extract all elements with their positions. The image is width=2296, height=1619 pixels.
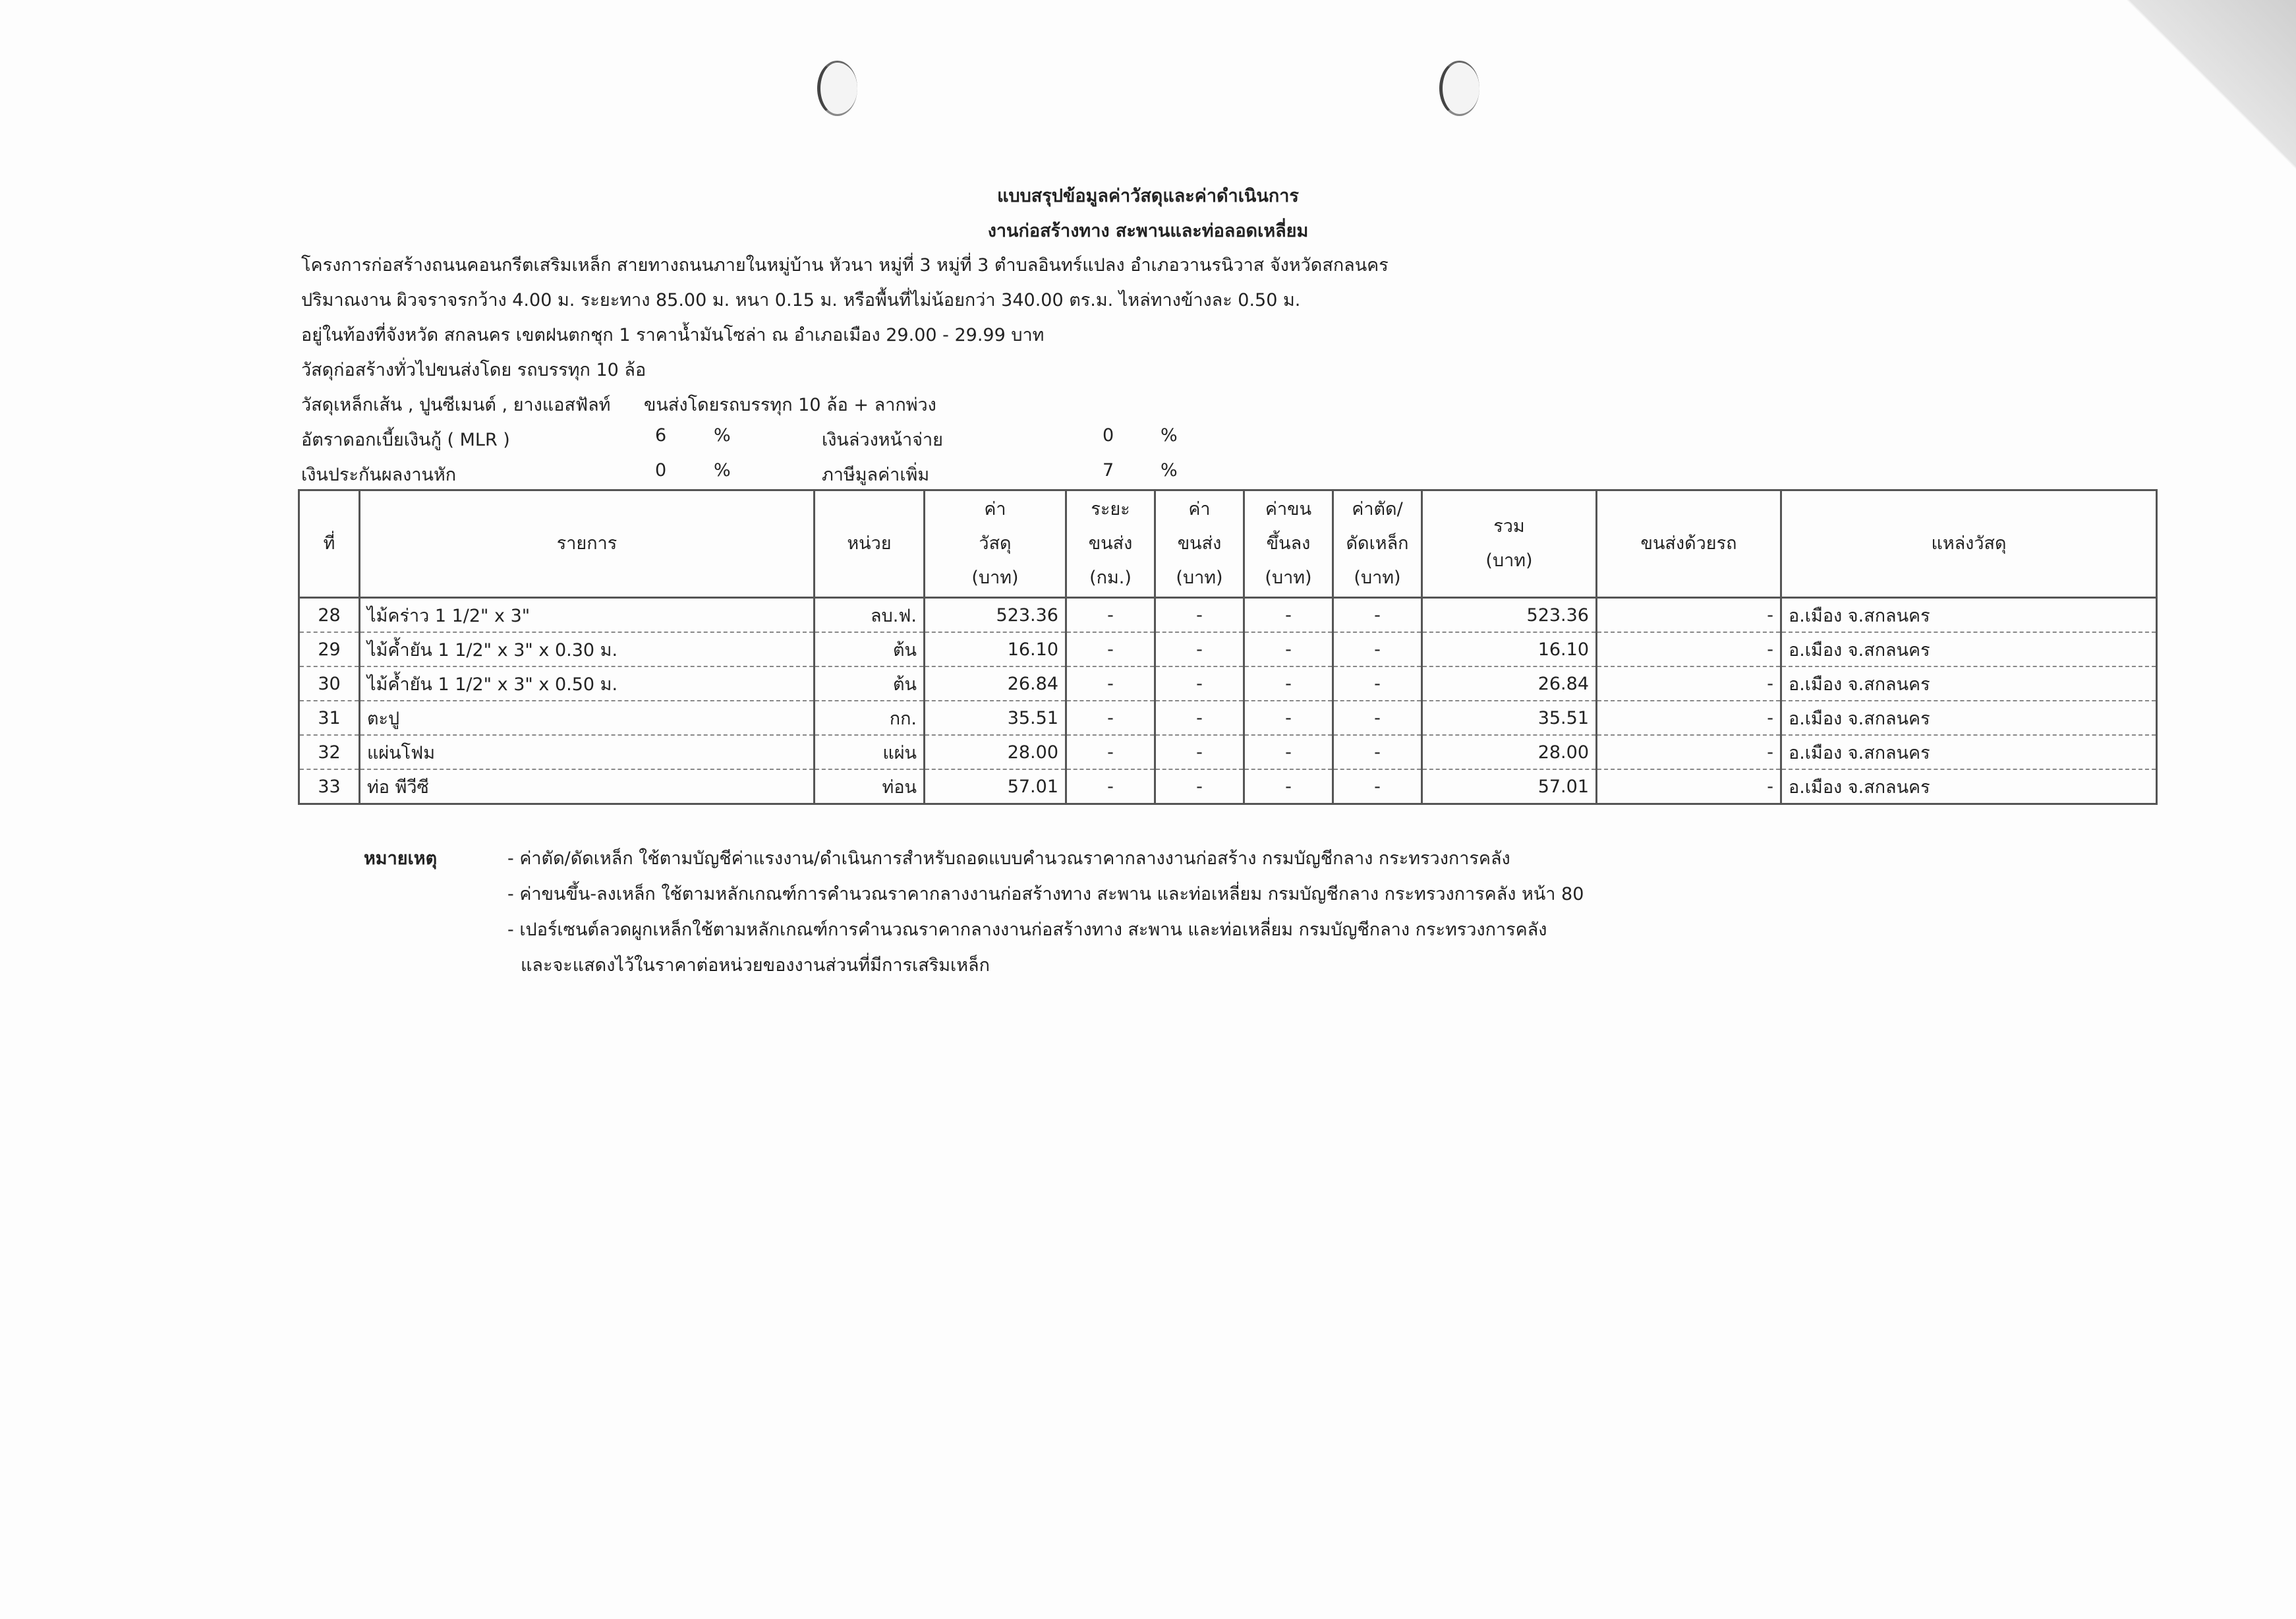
cell-total: 28.00 <box>1422 735 1597 769</box>
cell-unit: ลบ.ฟ. <box>815 598 925 633</box>
quantity-line: ปริมาณงาน ผิวจราจรกว้าง 4.00 ม. ระยะทาง 85.00 ม. หนา 0.15 ม. หรือพื้นที่ไม่น้อยกว่า 340.00 ตร.ม. ไหล่ทางข้างละ 0.50 ม. <box>301 290 1301 310</box>
table-body <box>299 598 2157 804</box>
cell-vehicle: - <box>1597 666 1781 701</box>
cell-transport: - <box>1155 632 1244 666</box>
table-row <box>299 769 2157 804</box>
cell-transport: - <box>1155 598 1244 633</box>
cell-material: 26.84 <box>925 666 1066 701</box>
mlr-unit: % <box>714 425 731 446</box>
vat-value: 7 <box>1103 460 1114 481</box>
cell-total: 57.01 <box>1422 769 1597 804</box>
cell-distance: - <box>1066 769 1155 804</box>
cell-vehicle: - <box>1597 598 1781 633</box>
cell-item: แผ่นโฟม <box>360 735 815 769</box>
steel-transport-label: วัสดุเหล็กเส้น , ปูนซีเมนต์ , ยางแอสฟัลท์ <box>301 395 611 415</box>
materials-cost-table <box>298 489 2158 805</box>
cell-item: ไม้ค้ำยัน 1 1/2" x 3" x 0.30 ม. <box>360 632 815 666</box>
advance-value: 0 <box>1103 425 1114 446</box>
advance-label: เงินล่วงหน้าจ่าย <box>822 430 943 450</box>
cell-loading: - <box>1244 632 1333 666</box>
table-row <box>299 598 2157 633</box>
cell-cutting: - <box>1333 666 1422 701</box>
header-loading: ค่าขน ขึ้นลง (บาท) <box>1244 490 1333 598</box>
cell-loading: - <box>1244 666 1333 701</box>
vat-unit: % <box>1161 460 1178 481</box>
header-unit: หน่วย <box>815 490 925 598</box>
cell-total: 26.84 <box>1422 666 1597 701</box>
cell-source: อ.เมือง จ.สกลนคร <box>1781 735 2157 769</box>
header-material: ค่า วัสดุ (บาท) <box>925 490 1066 598</box>
mlr-label: อัตราดอกเบี้ยเงินกู้ ( MLR ) <box>301 430 510 450</box>
cell-item: ไม้ค้ำยัน 1 1/2" x 3" x 0.50 ม. <box>360 666 815 701</box>
table-row <box>299 701 2157 735</box>
cell-material: 16.10 <box>925 632 1066 666</box>
punch-hole-left <box>817 61 857 116</box>
cell-loading: - <box>1244 701 1333 735</box>
cell-material: 57.01 <box>925 769 1066 804</box>
cell-vehicle: - <box>1597 769 1781 804</box>
table-header-row <box>299 490 2157 598</box>
cell-material: 35.51 <box>925 701 1066 735</box>
cell-transport: - <box>1155 769 1244 804</box>
table-row <box>299 666 2157 701</box>
cell-total: 523.36 <box>1422 598 1597 633</box>
cell-unit: ต้น <box>815 632 925 666</box>
cell-loading: - <box>1244 735 1333 769</box>
cell-unit: ต้น <box>815 666 925 701</box>
header-item: รายการ <box>360 490 815 598</box>
header-no: ที่ <box>299 490 360 598</box>
note-line-4: และจะแสดงไว้ในราคาต่อหน่วยของงานส่วนที่มีการเสริมเหล็ก <box>521 955 990 976</box>
cell-no: 31 <box>299 701 360 735</box>
punch-hole-right <box>1439 61 1479 116</box>
cell-distance: - <box>1066 632 1155 666</box>
steel-transport-line <box>301 390 936 419</box>
cell-unit: ท่อน <box>815 769 925 804</box>
notes-label: หมายเหตุ <box>364 848 438 869</box>
vat-label: ภาษีมูลค่าเพิ่ม <box>822 465 930 485</box>
project-line: โครงการก่อสร้างถนนคอนกรีตเสริมเหล็ก สายทางถนนภายในหมู่บ้าน หัวนา หมู่ที่ 3 หมู่ที่ 3 ตำบลอินทร์แปลง อำเภอวานรนิวาส จังหวัดสกลนคร <box>301 255 1389 276</box>
cell-source: อ.เมือง จ.สกลนคร <box>1781 632 2157 666</box>
cell-source: อ.เมือง จ.สกลนคร <box>1781 598 2157 633</box>
note-line-1: - ค่าตัด/ดัดเหล็ก ใช้ตามบัญชีค่าแรงงาน/ดำเนินการสำหรับถอดแบบคำนวณราคากลางงานก่อสร้าง กรมบัญชีกลาง กระทรวงการคลัง <box>507 848 1510 869</box>
cell-item: ท่อ พีวีซี <box>360 769 815 804</box>
cell-source: อ.เมือง จ.สกลนคร <box>1781 666 2157 701</box>
cell-no: 29 <box>299 632 360 666</box>
header-source: แหล่งวัสดุ <box>1781 490 2157 598</box>
note-line-2: - ค่าขนขึ้น-ลงเหล็ก ใช้ตามหลักเกณฑ์การคำนวณราคากลางงานก่อสร้างทาง สะพาน และท่อเหลี่ยม กรมบัญชีกลาง กระทรวงการคลัง หน้า 80 <box>507 884 1584 904</box>
cell-loading: - <box>1244 769 1333 804</box>
cell-cutting: - <box>1333 598 1422 633</box>
document-title: แบบสรุปข้อมูลค่าวัสดุและค่าดำเนินการ <box>997 186 1299 206</box>
note-line-3: - เปอร์เซนต์ลวดผูกเหล็กใช้ตามหลักเกณฑ์การคำนวณราคากลางงานก่อสร้างทาง สะพาน และท่อเหลี่ยม กรมบัญชีกลาง กระทรวงการคลัง <box>507 920 1547 940</box>
cell-vehicle: - <box>1597 632 1781 666</box>
cell-total: 35.51 <box>1422 701 1597 735</box>
cell-no: 28 <box>299 598 360 633</box>
cell-distance: - <box>1066 598 1155 633</box>
cell-transport: - <box>1155 666 1244 701</box>
cell-transport: - <box>1155 701 1244 735</box>
page-corner-fold <box>2098 0 2296 171</box>
header-cutting: ค่าตัด/ ดัดเหล็ก (บาท) <box>1333 490 1422 598</box>
cell-vehicle: - <box>1597 701 1781 735</box>
cell-loading: - <box>1244 598 1333 633</box>
cell-unit: กก. <box>815 701 925 735</box>
table-row <box>299 735 2157 769</box>
guarantee-label: เงินประกันผลงานหัก <box>301 465 457 485</box>
advance-unit: % <box>1161 425 1178 446</box>
cell-cutting: - <box>1333 769 1422 804</box>
cell-distance: - <box>1066 666 1155 701</box>
cell-material: 523.36 <box>925 598 1066 633</box>
cell-total: 16.10 <box>1422 632 1597 666</box>
cell-vehicle: - <box>1597 735 1781 769</box>
cell-item: ตะปู <box>360 701 815 735</box>
steel-transport-value: ขนส่งโดยรถบรรทุก 10 ล้อ + ลากพ่วง <box>644 395 936 415</box>
cell-cutting: - <box>1333 632 1422 666</box>
cell-cutting: - <box>1333 701 1422 735</box>
header-distance: ระยะ ขนส่ง (กม.) <box>1066 490 1155 598</box>
guarantee-unit: % <box>714 460 731 481</box>
cell-source: อ.เมือง จ.สกลนคร <box>1781 701 2157 735</box>
cell-no: 32 <box>299 735 360 769</box>
cell-transport: - <box>1155 735 1244 769</box>
guarantee-value: 0 <box>655 460 667 481</box>
document-subtitle: งานก่อสร้างทาง สะพานและท่อลอดเหลี่ยม <box>987 221 1309 241</box>
header-transport: ค่า ขนส่ง (บาท) <box>1155 490 1244 598</box>
cell-material: 28.00 <box>925 735 1066 769</box>
header-vehicle: ขนส่งด้วยรถ <box>1597 490 1781 598</box>
cell-cutting: - <box>1333 735 1422 769</box>
cell-distance: - <box>1066 701 1155 735</box>
cell-no: 30 <box>299 666 360 701</box>
header-total: รวม (บาท) <box>1422 490 1597 598</box>
transport-line: วัสดุก่อสร้างทั่วไปขนส่งโดย รถบรรทุก 10 ล้อ <box>301 360 646 380</box>
cell-source: อ.เมือง จ.สกลนคร <box>1781 769 2157 804</box>
cell-no: 33 <box>299 769 360 804</box>
location-line: อยู่ในท้องที่จังหวัด สกลนคร เขตฝนตกชุก 1 ราคาน้ำมันโซล่า ณ อำเภอเมือง 29.00 - 29.99 บาท <box>301 325 1045 345</box>
table-row <box>299 632 2157 666</box>
cell-unit: แผ่น <box>815 735 925 769</box>
cell-item: ไม้คร่าว 1 1/2" x 3" <box>360 598 815 633</box>
mlr-value: 6 <box>655 425 667 446</box>
cell-distance: - <box>1066 735 1155 769</box>
